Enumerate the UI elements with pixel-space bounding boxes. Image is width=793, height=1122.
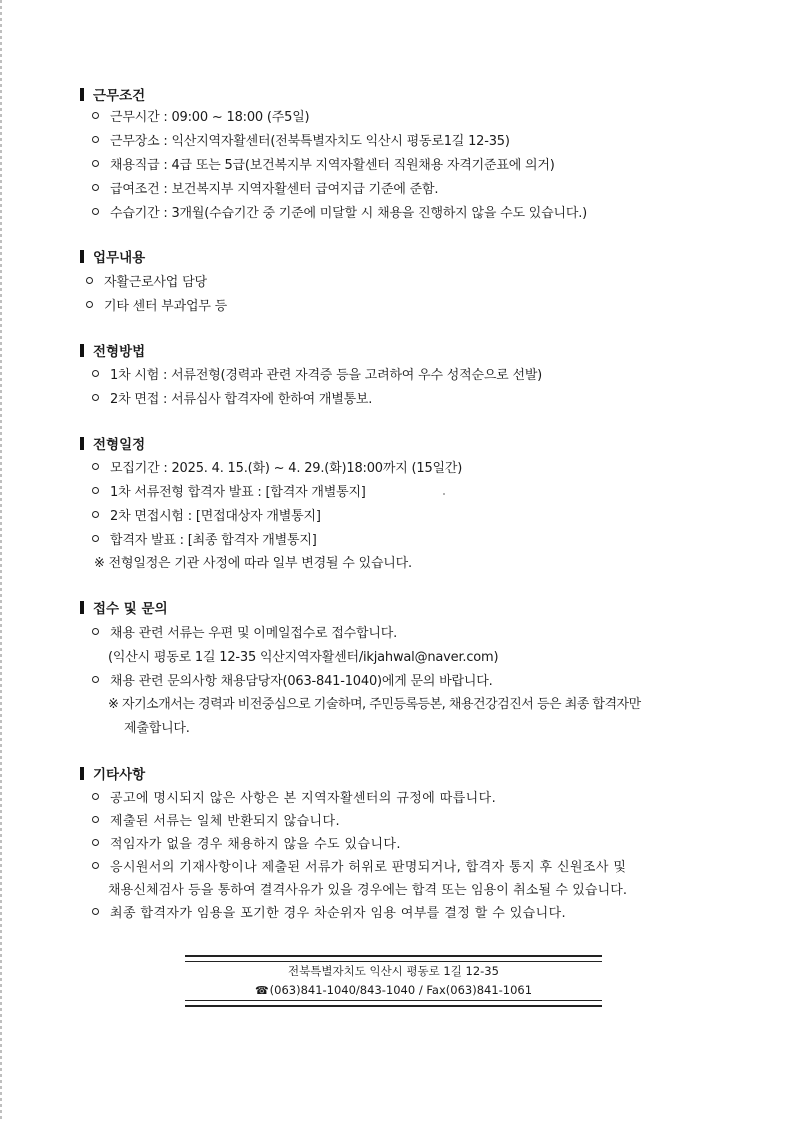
section-title-text: 근무조건 [93,88,146,104]
list-item [92,786,496,806]
bullet-icon [92,463,99,470]
section-title [80,763,145,783]
bullet-icon [92,112,99,119]
bullet-icon [92,793,99,800]
schedule-note: ※ 전형일정은 기관 사정에 따라 일부 변경될 수 있습니다. [94,555,412,571]
list-item-text: 2차 면접 : 서류심사 합격자에 한하여 개별통보. [110,391,373,407]
list-item-text: 자활근로사업 담당 [104,274,207,290]
list-item-continuation: 채용신체검사 등을 통하여 결격사유가 있을 경우에는 합격 또는 임용이 취소될 수 있습니다. [108,882,628,898]
list-item [92,621,397,641]
bullet-icon [92,394,99,401]
list-item-text: 채용직급 : 4급 또는 5급(보건복지부 지역자활센터 직원채용 자격기준표에 의거) [110,157,555,173]
list-item [92,177,438,197]
footer-contact [185,981,602,999]
section-title [80,84,145,104]
section-title [80,246,145,266]
bullet-icon [92,862,99,869]
list-item [92,809,340,829]
list-item [92,528,317,548]
list-item-text: 채용 관련 문의사항 채용담당자(063-841-1040)에게 문의 바랍니다. [110,673,493,689]
contact-note: ※ 자기소개서는 경력과 비전중심으로 기술하며, 주민등록등본, 채용건강검진서 등은 최종 합격자만 [108,696,641,712]
list-item [92,669,493,689]
bullet-icon [92,208,99,215]
list-item-text: 제출된 서류는 일체 반환되지 않습니다. [110,813,340,829]
list-item-text: 급여조건 : 보건복지부 지역자활센터 급여지급 기준에 준함. [110,181,439,197]
scan-speck [443,493,445,495]
scan-edge-border [0,0,2,1122]
bullet-icon [92,816,99,823]
list-item [92,105,309,125]
bullet-icon [92,487,99,494]
contact-note-continuation: 제출합니다. [124,720,190,736]
list-item-text: 기타 센터 부과업무 등 [104,298,228,314]
list-item-text: 응시원서의 기재사항이나 제출된 서류가 허위로 판명되거나, 합격자 통지 후 신원조사 및 [110,859,627,875]
list-item-continuation: (익산시 평동로 1길 12-35 익산지역자활센터/ikjahwal@naver.com) [108,649,499,665]
list-item [92,855,626,875]
list-item [92,832,401,852]
list-item-text: 1차 시험 : 서류전형(경력과 관련 자격증 등을 고려하여 우수 성적순으로 선발) [110,367,543,383]
bullet-icon [92,184,99,191]
bullet-icon [92,136,99,143]
list-item [92,504,321,524]
section-title [80,340,145,360]
section-title-text: 기타사항 [93,767,146,783]
bullet-icon [92,370,99,377]
section-title-text: 접수 및 문의 [93,601,168,617]
bullet-icon [92,628,99,635]
list-item [86,270,207,290]
list-item [86,294,227,314]
section-title [80,597,168,617]
section-bar-icon [80,601,84,614]
bullet-icon [92,908,99,915]
list-item-text: 1차 서류전형 합격자 발표 : [합격자 개별통지] [110,484,366,500]
list-item-text: 2차 면접시험 : [면접대상자 개별통지] [110,508,321,524]
section-title [80,433,145,453]
footer-divider-top [185,955,602,962]
footer-divider-bottom [185,1000,602,1007]
phone-icon: ☎ [254,983,269,997]
section-bar-icon [80,250,84,263]
bullet-icon [92,535,99,542]
section-title-text: 전형방법 [93,344,146,360]
list-item [92,456,462,476]
list-item-text: 근무장소 : 익산지역자활센터(전북특별자치도 익산시 평동로1길 12-35) [110,133,510,149]
section-title-text: 업무내용 [93,250,146,266]
list-item [92,201,587,221]
section-bar-icon [80,344,84,357]
list-item [92,480,366,500]
list-item [92,129,510,149]
list-item [92,363,542,383]
list-item-text: 채용 관련 서류는 우편 및 이메일접수로 접수합니다. [110,625,398,641]
list-item [92,901,566,921]
section-bar-icon [80,88,84,101]
section-bar-icon [80,437,84,450]
list-item-text: 모집기간 : 2025. 4. 15.(화) ~ 4. 29.(화)18:00까지 (15일간) [110,460,463,476]
list-item [92,387,372,407]
bullet-icon [86,277,93,284]
list-item-text: 공고에 명시되지 않은 사항은 본 지역자활센터의 규정에 따릅니다. [110,790,497,806]
bullet-icon [92,676,99,683]
footer-contact-text: (063)841-1040/843-1040 / Fax(063)841-1061 [269,983,533,997]
section-bar-icon [80,767,84,780]
list-item-text: 근무시간 : 09:00 ~ 18:00 (주5일) [110,109,310,125]
list-item-text: 합격자 발표 : [최종 합격자 개별통지] [110,532,317,548]
bullet-icon [86,301,93,308]
bullet-icon [92,160,99,167]
list-item [92,153,555,173]
footer-address: 전북특별자치도 익산시 평동로 1길 12-35 [288,964,499,978]
list-item-text: 적임자가 없을 경우 채용하지 않을 수도 있습니다. [110,836,401,852]
list-item-text: 최종 합격자가 임용을 포기한 경우 차순위자 임용 여부를 결정 할 수 있습니다. [110,905,567,921]
bullet-icon [92,839,99,846]
bullet-icon [92,511,99,518]
list-item-text: 수습기간 : 3개월(수습기간 중 기준에 미달할 시 채용을 진행하지 않을 수도 있습니다.) [110,205,587,221]
section-title-text: 전형일정 [93,437,146,453]
